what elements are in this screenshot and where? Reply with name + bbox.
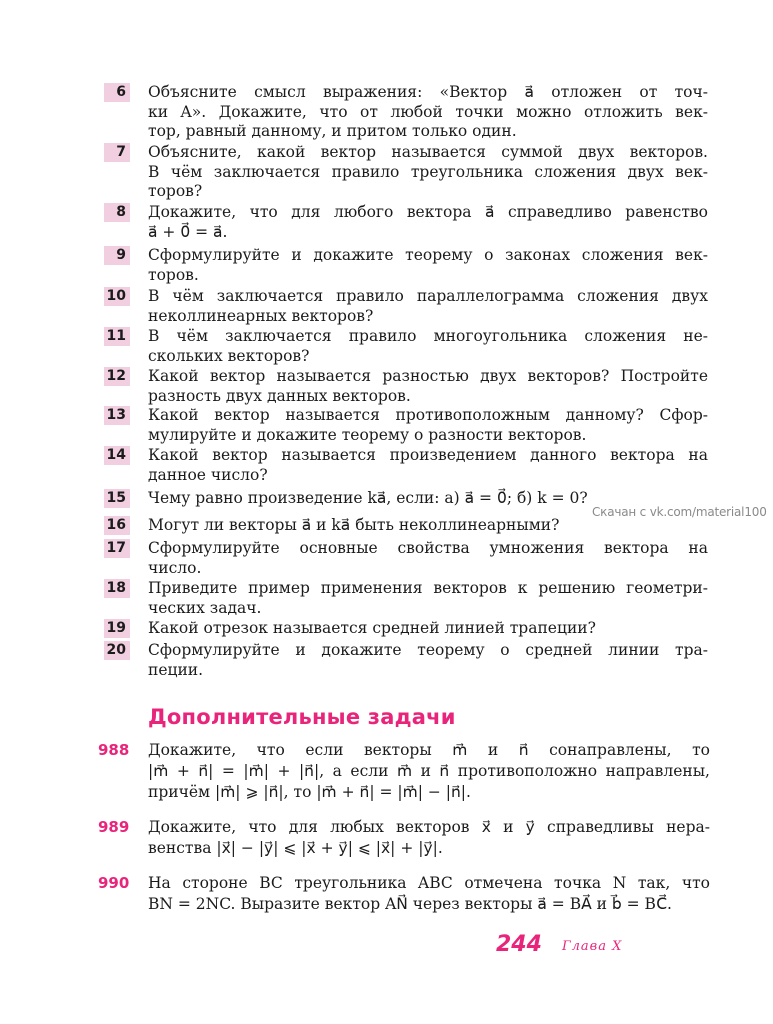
question-14 bbox=[104, 446, 708, 485]
problem-990 bbox=[98, 873, 710, 915]
question-number: 13 bbox=[104, 406, 130, 425]
problem-line: На стороне BC треугольника ABC отмечена точка N так, что bbox=[148, 874, 710, 892]
question-7 bbox=[104, 143, 708, 202]
problem-number: 988 bbox=[98, 741, 130, 759]
question-line: Объясните смысл выражения: «Вектор a⃗ отложен от точ- bbox=[148, 83, 708, 101]
problem-number: 990 bbox=[98, 874, 130, 892]
question-line: Какой вектор называется противоположным данному? Сфор- bbox=[148, 406, 708, 424]
question-line: Приведите пример применения векторов к решению геометри- bbox=[148, 579, 708, 597]
question-number: 7 bbox=[104, 143, 130, 162]
question-18 bbox=[104, 579, 708, 618]
watermark-text: Скачан с vk.com/material100 bbox=[592, 505, 767, 519]
question-6 bbox=[104, 83, 708, 142]
question-line: ческих задач. bbox=[148, 598, 262, 617]
problem-989 bbox=[98, 817, 710, 859]
question-number: 17 bbox=[104, 539, 130, 558]
question-line: Сформулируйте и докажите теорему о средней линии тра- bbox=[148, 641, 708, 659]
question-line: скольких векторов? bbox=[148, 346, 310, 365]
question-number: 16 bbox=[104, 516, 130, 535]
question-line: Какой вектор называется произведением данного вектора на bbox=[148, 446, 708, 464]
question-line: мулируйте и докажите теорему о разности векторов. bbox=[148, 425, 587, 444]
chapter-label: Глава X bbox=[562, 939, 623, 954]
question-line: Какой вектор называется разностью двух векторов? Постройте bbox=[148, 367, 708, 385]
problem-988 bbox=[98, 740, 710, 803]
question-number: 18 bbox=[104, 579, 130, 598]
question-number: 20 bbox=[104, 641, 130, 660]
question-10 bbox=[104, 287, 708, 326]
page-number: 244 bbox=[496, 932, 542, 957]
question-number: 8 bbox=[104, 203, 130, 222]
question-line: Сформулируйте и докажите теорему о законах сложения век- bbox=[148, 246, 708, 264]
problem-line: Докажите, что если векторы m⃗ и n⃗ сонаправлены, то bbox=[148, 741, 710, 759]
question-line: a⃗ + 0⃗ = a⃗. bbox=[148, 222, 228, 241]
question-line: Сформулируйте основные свойства умножения вектора на bbox=[148, 539, 708, 557]
question-line: В чём заключается правило многоугольника сложения не- bbox=[148, 327, 708, 345]
question-line: Чему равно произведение ka⃗, если: а) a⃗ = 0⃗; б) k = 0? bbox=[148, 489, 588, 507]
question-number: 12 bbox=[104, 367, 130, 386]
problem-line: причём |m⃗| ⩾ |n⃗|, то |m⃗ + n⃗| = |m⃗| − |n⃗|. bbox=[148, 783, 471, 801]
problem-line: |m⃗ + n⃗| = |m⃗| + |n⃗|, а если m⃗ и n⃗ противоположно направлены, bbox=[148, 762, 710, 780]
question-number: 11 bbox=[104, 327, 130, 346]
question-number: 9 bbox=[104, 246, 130, 265]
question-line: Докажите, что для любого вектора a⃗ справедливо равенство bbox=[148, 203, 708, 221]
question-number: 6 bbox=[104, 83, 130, 102]
question-17 bbox=[104, 539, 708, 578]
question-line: В чём заключается правило треугольника сложения двух век- bbox=[148, 162, 708, 181]
question-line: число. bbox=[148, 558, 202, 577]
question-line: тор, равный данному, и притом только один. bbox=[148, 122, 517, 140]
question-number: 19 bbox=[104, 619, 130, 638]
question-20 bbox=[104, 641, 708, 680]
question-line: ки A». Докажите, что от любой точки можно отложить век- bbox=[148, 102, 708, 121]
question-line: торов. bbox=[148, 265, 199, 284]
question-11 bbox=[104, 327, 708, 366]
question-number: 15 bbox=[104, 489, 130, 508]
question-19 bbox=[104, 619, 708, 639]
question-line: неколлинеарных векторов? bbox=[148, 306, 374, 325]
problem-line: BN = 2NC. Выразите вектор AN⃗ через векторы a⃗ = BA⃗ и b⃗ = BC⃗. bbox=[148, 895, 672, 913]
question-13 bbox=[104, 406, 708, 445]
question-8 bbox=[104, 203, 708, 242]
question-line: торов? bbox=[148, 182, 203, 200]
question-9 bbox=[104, 246, 708, 285]
problem-line: Докажите, что для любых векторов x⃗ и y⃗ справедливы нера- bbox=[148, 818, 710, 836]
question-line: Объясните, какой вектор называется суммой двух векторов. bbox=[148, 143, 708, 161]
question-line: Могут ли векторы a⃗ и ka⃗ быть неколлинеарными? bbox=[148, 516, 560, 534]
section-heading: Дополнительные задачи bbox=[148, 705, 456, 729]
question-line: пеции. bbox=[148, 660, 204, 679]
question-number: 14 bbox=[104, 446, 130, 465]
question-line: разность двух данных векторов. bbox=[148, 386, 411, 405]
question-line: Какой отрезок называется средней линией трапеции? bbox=[148, 619, 596, 637]
question-line: В чём заключается правило параллелограмма сложения двух bbox=[148, 287, 708, 305]
question-number: 10 bbox=[104, 287, 130, 306]
problem-line: венства |x⃗| − |y⃗| ⩽ |x⃗ + y⃗| ⩽ |x⃗| + |y⃗|. bbox=[148, 839, 443, 857]
question-12 bbox=[104, 367, 708, 406]
question-line: данное число? bbox=[148, 465, 268, 484]
problem-number: 989 bbox=[98, 818, 130, 836]
